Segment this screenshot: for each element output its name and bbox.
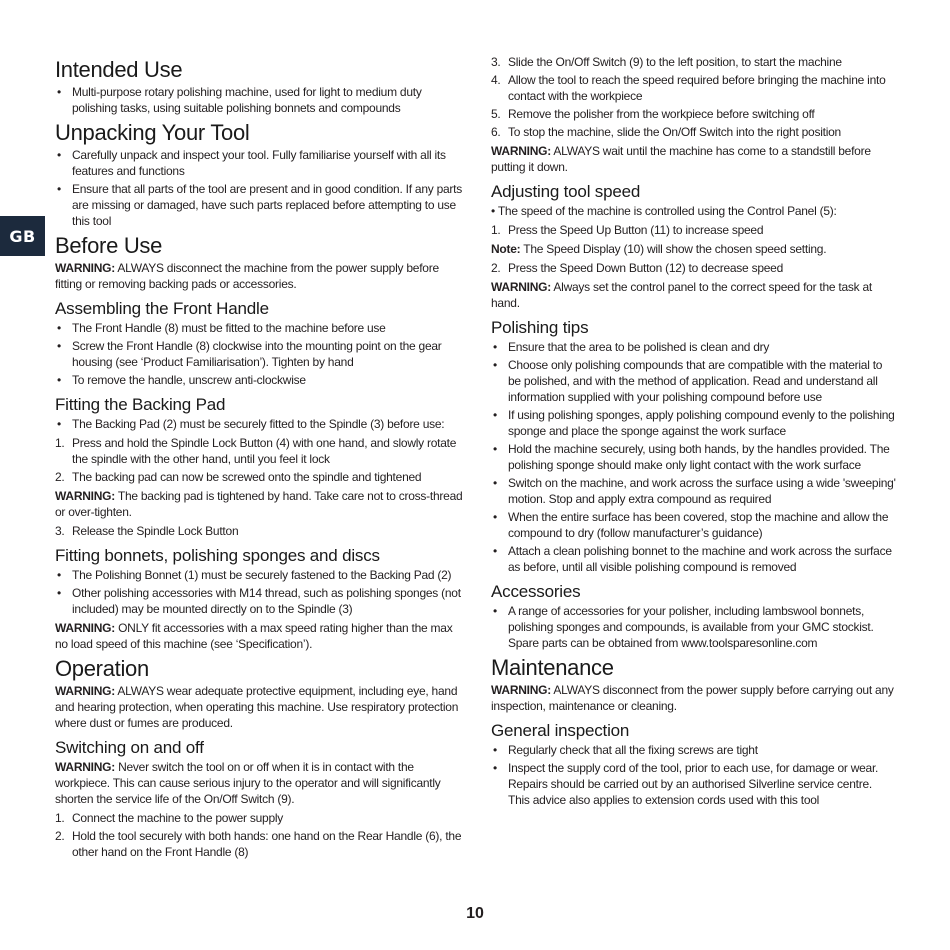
bullet-icon: • bbox=[493, 761, 497, 775]
step-number: 1. bbox=[55, 811, 65, 825]
list-item: • Screw the Front Handle (8) clockwise into the mounting point on the gear housing (see ‘Product Familiarisation’). Tighten by hand bbox=[57, 339, 442, 369]
numbered-list bbox=[491, 54, 896, 140]
list-item: 4. Allow the tool to reach the speed required before bringing the machine into contact with the workpiece bbox=[491, 73, 886, 103]
step-number: 1. bbox=[55, 436, 65, 450]
section-operation bbox=[55, 655, 463, 731]
bullet-icon: • bbox=[493, 743, 497, 757]
list-item: • A range of accessories for your polisher, including lambswool bonnets, polishing sponges and compounds, is available from your GMC stockist. Spare parts can be obtained from www.toolsparesonline.com bbox=[493, 604, 874, 650]
bullet-icon: • bbox=[493, 408, 497, 422]
list-item: 2. Press the Speed Down Button (12) to decrease speed bbox=[491, 261, 784, 275]
warning-paragraph: WARNING: ALWAYS disconnect from the power supply before carrying out any inspection, maintenance or cleaning. bbox=[491, 683, 894, 713]
list-item: • To remove the handle, unscrew anti-clockwise bbox=[57, 373, 306, 387]
section-intended-use bbox=[55, 56, 463, 116]
step-number: 3. bbox=[55, 524, 65, 538]
bullet-list bbox=[55, 320, 463, 388]
list-item: • If using polishing sponges, apply polishing compound evenly to the polishing sponge and place the sponge against the work surface bbox=[493, 408, 895, 438]
left-column bbox=[55, 54, 463, 863]
bullet-icon: • bbox=[57, 586, 61, 600]
warning-paragraph: WARNING: The backing pad is tightened by hand. Take care not to cross-thread or over-tighten. bbox=[55, 489, 463, 519]
heading-operation: Operation bbox=[55, 656, 149, 681]
language-tab: GB bbox=[0, 216, 45, 256]
note-label: Note: bbox=[491, 242, 521, 256]
section-maintenance bbox=[491, 654, 896, 714]
list-item: • The Front Handle (8) must be fitted to the machine before use bbox=[57, 321, 386, 335]
heading-maintenance: Maintenance bbox=[491, 655, 614, 680]
warning-paragraph: WARNING: ALWAYS wear adequate protective equipment, including eye, hand and hearing protection, when operating this machine. Use respiratory protection where dust or fumes are produced. bbox=[55, 684, 459, 730]
speed-intro: • The speed of the machine is controlled using the Control Panel (5): bbox=[491, 204, 837, 218]
bullet-icon: • bbox=[57, 373, 61, 387]
bullet-icon: • bbox=[493, 442, 497, 456]
list-item: 3. Slide the On/Off Switch (9) to the left position, to start the machine bbox=[491, 55, 842, 69]
warning-label: WARNING: bbox=[491, 280, 551, 294]
list-item: 2. The backing pad can now be screwed onto the spindle and tightened bbox=[55, 470, 422, 484]
bullet-icon: • bbox=[57, 85, 61, 99]
step-number: 5. bbox=[491, 107, 501, 121]
list-item: • The Polishing Bonnet (1) must be securely fastened to the Backing Pad (2) bbox=[57, 568, 452, 582]
warning-paragraph: WARNING: Never switch the tool on or off when it is in contact with the workpiece. This can cause serious injury to the operator and will significantly shorten the service life of the On/Off Switch (9). bbox=[55, 760, 441, 806]
warning-label: WARNING: bbox=[55, 684, 115, 698]
bullet-icon: • bbox=[57, 182, 61, 196]
bullet-icon: • bbox=[57, 568, 61, 582]
bullet-icon: • bbox=[57, 148, 61, 162]
list-item: 6. To stop the machine, slide the On/Off Switch into the right position bbox=[491, 125, 841, 139]
bullet-icon: • bbox=[493, 510, 497, 524]
numbered-list bbox=[55, 523, 463, 539]
section-bonnets bbox=[55, 545, 463, 652]
section-switching-continued bbox=[491, 54, 896, 175]
list-item: • Switch on the machine, and work across the surface using a wide 'sweeping' motion. Stop and apply extra compound as required bbox=[493, 476, 896, 506]
list-item: 5. Remove the polisher from the workpiece before switching off bbox=[491, 107, 815, 121]
heading-before-use: Before Use bbox=[55, 233, 163, 258]
list-item: • Inspect the supply cord of the tool, prior to each use, for damage or wear. Repairs should be carried out by an authorised Silverline service centre. This advice also applies to extension cords used with this tool bbox=[493, 761, 879, 807]
warning-label: WARNING: bbox=[55, 760, 115, 774]
numbered-list bbox=[491, 222, 896, 238]
list-item: 2. Hold the tool securely with both hands: one hand on the Rear Handle (6), the other hand on the Front Handle (8) bbox=[55, 829, 462, 859]
warning-paragraph: WARNING: ONLY fit accessories with a max speed rating higher than the max no load speed of this machine (see ‘Specification’). bbox=[55, 621, 453, 651]
list-item: • Carefully unpack and inspect your tool. Fully familiarise yourself with all its features and functions bbox=[57, 148, 446, 178]
right-column bbox=[491, 54, 896, 811]
step-number: 4. bbox=[491, 73, 501, 87]
numbered-list bbox=[491, 260, 896, 276]
list-item: • The Backing Pad (2) must be securely fitted to the Spindle (3) before use: bbox=[57, 417, 445, 431]
bullet-list bbox=[55, 147, 463, 229]
step-number: 2. bbox=[55, 829, 65, 843]
list-item: • When the entire surface has been covered, stop the machine and allow the compound to dry (follow manufacturer’s guidance) bbox=[493, 510, 889, 540]
section-before-use bbox=[55, 232, 463, 292]
warning-paragraph: WARNING: Always set the control panel to the correct speed for the task at hand. bbox=[491, 280, 873, 310]
bullet-list bbox=[491, 603, 896, 651]
section-inspection bbox=[491, 720, 896, 808]
bullet-icon: • bbox=[57, 339, 61, 353]
list-item: 1. Press and hold the Spindle Lock Button (4) with one hand, and slowly rotate the spindle with the other hand, until you feel it lock bbox=[55, 436, 457, 466]
heading-unpacking: Unpacking Your Tool bbox=[55, 120, 250, 145]
bullet-list bbox=[55, 567, 463, 617]
heading-tips: Polishing tips bbox=[491, 318, 589, 337]
section-speed bbox=[491, 181, 896, 311]
warning-label: WARNING: bbox=[491, 683, 551, 697]
warning-paragraph: WARNING: ALWAYS disconnect the machine from the power supply before fitting or removing backing pads or accessories. bbox=[55, 261, 439, 291]
list-item: • Regularly check that all the fixing screws are tight bbox=[493, 743, 758, 757]
section-tips bbox=[491, 317, 896, 575]
step-number: 2. bbox=[55, 470, 65, 484]
note-paragraph: Note: The Speed Display (10) will show the chosen speed setting. bbox=[491, 242, 827, 256]
warning-label: WARNING: bbox=[491, 144, 551, 158]
bullet-icon: • bbox=[493, 340, 497, 354]
heading-switching: Switching on and off bbox=[55, 738, 204, 757]
bullet-icon: • bbox=[57, 321, 61, 335]
numbered-list bbox=[55, 435, 463, 485]
bullet-icon: • bbox=[493, 476, 497, 490]
bullet-icon: • bbox=[57, 417, 61, 431]
step-number: 1. bbox=[491, 223, 501, 237]
section-backing-pad bbox=[55, 394, 463, 539]
bullet-icon: • bbox=[493, 544, 497, 558]
page-number: 10 bbox=[466, 905, 484, 922]
step-number: 3. bbox=[491, 55, 501, 69]
heading-accessories: Accessories bbox=[491, 582, 581, 601]
heading-backing-pad: Fitting the Backing Pad bbox=[55, 395, 226, 414]
list-item: • Ensure that all parts of the tool are present and in good condition. If any parts are missing or damaged, have such parts replaced before attempting to use this tool bbox=[57, 182, 463, 228]
heading-intended-use: Intended Use bbox=[55, 57, 183, 82]
bullet-list bbox=[491, 339, 896, 575]
warning-label: WARNING: bbox=[55, 489, 115, 503]
section-switching bbox=[55, 737, 463, 860]
section-accessories bbox=[491, 581, 896, 651]
list-item: 1. Connect the machine to the power supply bbox=[55, 811, 284, 825]
warning-label: WARNING: bbox=[55, 621, 115, 635]
bullet-icon: • bbox=[493, 358, 497, 372]
bullet-list bbox=[491, 742, 896, 808]
numbered-list bbox=[55, 810, 463, 860]
bullet-list bbox=[55, 416, 463, 432]
warning-paragraph: WARNING: ALWAYS wait until the machine has come to a standstill before putting it down. bbox=[491, 144, 871, 174]
bullet-icon: • bbox=[493, 604, 497, 618]
warning-label: WARNING: bbox=[55, 261, 115, 275]
heading-speed: Adjusting tool speed bbox=[491, 182, 641, 201]
section-front-handle bbox=[55, 298, 463, 388]
list-item: • Multi-purpose rotary polishing machine, used for light to medium duty polishing tasks, using suitable polishing bonnets and compounds bbox=[57, 85, 422, 115]
heading-front-handle: Assembling the Front Handle bbox=[55, 299, 269, 318]
heading-inspection: General inspection bbox=[491, 721, 630, 740]
list-item: 1. Press the Speed Up Button (11) to increase speed bbox=[491, 223, 764, 237]
list-item: • Ensure that the area to be polished is clean and dry bbox=[493, 340, 770, 354]
section-unpacking bbox=[55, 119, 463, 229]
list-item: • Hold the machine securely, using both hands, by the handles provided. The polishing sponge should make only light contact with the work surface bbox=[493, 442, 890, 472]
list-item: • Attach a clean polishing bonnet to the machine and work across the surface as before, until all visible polishing compound is removed bbox=[493, 544, 892, 574]
list-item: • Other polishing accessories with M14 thread, such as polishing sponges (not included) may be mounted directly on to the Spindle (3) bbox=[57, 586, 461, 616]
list-item: • Choose only polishing compounds that are compatible with the material to be polished, and with the method of application. Read and understand all information supplied with your polishing compound before use bbox=[493, 358, 883, 404]
step-number: 2. bbox=[491, 261, 501, 275]
list-item: 3. Release the Spindle Lock Button bbox=[55, 524, 239, 538]
step-number: 6. bbox=[491, 125, 501, 139]
heading-bonnets: Fitting bonnets, polishing sponges and discs bbox=[55, 546, 380, 565]
bullet-list bbox=[55, 84, 463, 116]
